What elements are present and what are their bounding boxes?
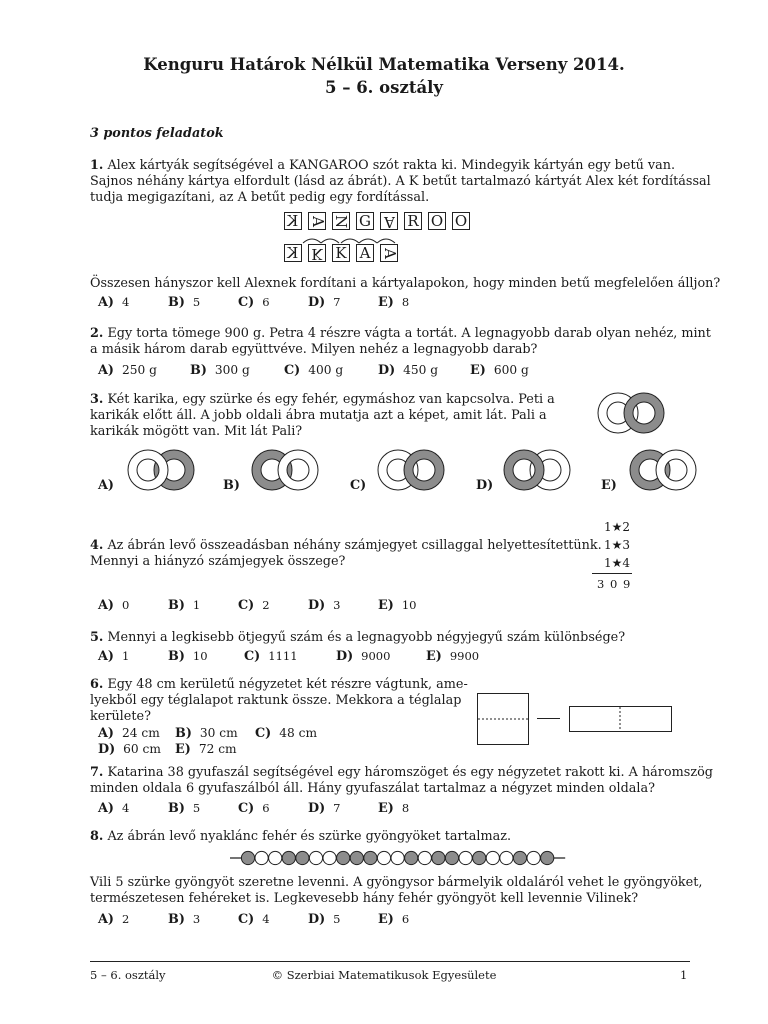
white-bead [269,851,282,864]
footer-left: 5 – 6. osztály [90,968,166,982]
text-line: karikák előtt áll. A jobb oldali ábra mutatja azt a képet, amit lát. Pali a [90,408,547,423]
text-line: Sajnos néhány kártya elfordult (lásd az ábrát). A K betűt tartalmazó kártyát Alex két fordítással [90,174,711,189]
addend: 1★3 [603,538,630,552]
text-line: Mennyi a hiányzó számjegyek összege? [90,554,346,569]
answer-b[interactable]: B) 30 cm [175,726,238,741]
answer-d[interactable]: D) 7 [308,801,341,816]
answer-e[interactable]: E) 72 cm [175,742,237,757]
gray-bead [473,851,486,864]
text-line: minden oldala 6 gyufaszálból áll. Hány gyufaszálat tartalmaz a négyzet minden oldala? [90,781,655,796]
letter-card: K [284,212,302,230]
problem-number: 8. [90,829,104,844]
text-line: Katarina 38 gyufaszál segítségével egy háromszöget és egy négyzetet rakott ki. A háromszög [107,765,713,780]
answer-e[interactable]: E) 600 g [470,363,529,378]
letter-card: O [452,212,470,230]
footer-center: © Szerbiai Matematikusok Egyesülete [271,968,497,982]
white-bead [459,851,472,864]
answer-a[interactable]: A) 0 [98,598,130,613]
answer-a[interactable]: A) 1 [98,649,130,664]
text-line: Alex kártyák segítségével a KANGAROO szót rakta ki. Mindegyik kártyán egy betű van. [107,158,676,173]
answer-b[interactable]: B) 3 [168,912,201,927]
answer-b[interactable]: B) 5 [168,801,201,816]
gray-bead [364,851,377,864]
answer-c[interactable]: C) 400 g [284,363,344,378]
text-line: kerülete? [90,709,151,724]
text-line: Az ábrán levő nyaklánc fehér és szürke gyöngyöket tartalmaz. [107,829,512,844]
white-bead [255,851,268,864]
problem-8-text-2 [90,875,702,907]
answer-d[interactable]: D) [476,478,494,493]
text-line: lyekből egy téglalapot raktunk össze. Mekkora a téglalap [90,693,462,708]
section-title: 3 pontos feladatok [90,126,224,141]
text-line: tudja megigazítani, az A betűt pedig egy fordítással. [90,190,430,205]
letter-card: K [308,244,326,262]
letter-card: A [308,212,326,230]
answer-a[interactable]: A) 4 [98,295,130,310]
answer-a[interactable]: A) 4 [98,801,130,816]
gray-bead [405,851,418,864]
answer-e[interactable]: E) 10 [378,598,417,613]
page-subtitle: 5 – 6. osztály [324,78,444,97]
letter-card: K [332,244,350,262]
problem-number: 1. [90,158,104,173]
answer-a[interactable]: A) [98,478,114,493]
answer-c[interactable]: C) 1111 [244,649,298,664]
white-bead [500,851,513,864]
text-line: karikák mögött van. Mit lát Pali? [90,424,303,439]
problem-number: 2. [90,326,104,341]
footer-page-number: 1 [680,968,688,982]
answer-e[interactable]: E) 8 [378,295,410,310]
letter-card: A [380,212,398,230]
letter-card: A [380,244,398,262]
text-line: természetesen fehéreket is. Legkevesebb hány fehér gyöngyöt kell levennie Vilinek? [90,891,639,906]
answer-d[interactable]: D) 3 [308,598,341,613]
page-title: Kenguru Határok Nélkül Matematika Verseny 2014. [143,55,625,74]
text-line: Két karika, egy szürke és egy fehér, egymáshoz van kapcsolva. Peti a [107,392,555,407]
white-bead [391,851,404,864]
letter-card: R [404,212,422,230]
text-line: a másik három darab együttvéve. Milyen nehéz a legnagyobb darab? [90,342,538,357]
answer-d[interactable]: D) 5 [308,912,341,927]
answer-b[interactable]: B) 300 g [190,363,250,378]
addend: 1★2 [603,520,630,534]
answer-a[interactable]: A) 24 cm [98,726,160,741]
answer-b[interactable]: B) 5 [168,295,201,310]
answer-a[interactable]: A) 2 [98,912,130,927]
answer-d[interactable]: D) 7 [308,295,341,310]
problem-1-question: Összesen hányszor kell Alexnek fordítani a kártyalapokon, hogy minden betű megfelelően álljon? [90,276,721,291]
answer-d[interactable]: D) 450 g [378,363,439,378]
answer-b[interactable]: B) [223,478,240,493]
gray-bead [337,851,350,864]
problem-number: 7. [90,765,104,780]
letter-card: K [284,244,302,262]
answer-c[interactable]: C) 2 [238,598,270,613]
gray-bead [241,851,254,864]
answer-d[interactable]: D) 60 cm [98,742,161,757]
text-line: Mennyi a legkisebb ötjegyű szám és a legnagyobb négyjegyű szám különbsége? [107,630,626,645]
letter-card: A [356,244,374,262]
answer-d[interactable]: D) 9000 [336,649,391,664]
addend: 1★4 [603,556,630,570]
white-bead [323,851,336,864]
problem-number: 6. [90,677,104,692]
gray-bead [513,851,526,864]
answer-e[interactable]: E) 6 [378,912,410,927]
text-line: Az ábrán levő összeadásban néhány számjegyet csillaggal helyettesítettünk. [107,538,602,553]
gray-bead [432,851,445,864]
answer-c[interactable]: C) 4 [238,912,270,927]
problem-number: 4. [90,538,104,553]
white-bead [486,851,499,864]
text-line: Egy torta tömege 900 g. Petra 4 részre vágta a tortát. A legnagyobb darab olyan nehéz, mint [107,326,711,341]
text-line: Vili 5 szürke gyöngyöt szeretne levenni. A gyöngysor bármelyik oldaláról vehet le gyöngyöket, [90,875,703,890]
answer-b[interactable]: B) 10 [168,649,208,664]
gray-bead [296,851,309,864]
letter-card: O [428,212,446,230]
answer-c[interactable]: C) [350,478,367,493]
answer-e[interactable]: E) [601,478,617,493]
letter-card: N [332,212,350,230]
white-bead [527,851,540,864]
white-bead [377,851,390,864]
gray-bead [282,851,295,864]
answer-b[interactable]: B) 1 [168,598,201,613]
answers-p8 [0,912,768,928]
answer-c[interactable]: C) 6 [238,801,270,816]
white-bead [309,851,322,864]
answer-e[interactable]: E) 8 [378,801,410,816]
letter-card: G [356,212,374,230]
answer-a[interactable]: A) 250 g [98,363,157,378]
gray-bead [541,851,554,864]
sum-value: 3 0 9 [597,577,632,591]
answer-c[interactable]: C) 48 cm [255,726,318,741]
white-bead [418,851,431,864]
footer-rule [90,961,690,962]
answer-e[interactable]: E) 9900 [426,649,480,664]
problem-number: 5. [90,630,104,645]
problem-number: 3. [90,392,104,407]
answer-c[interactable]: C) 6 [238,295,270,310]
gray-bead [445,851,458,864]
text-line: Egy 48 cm kerületű négyzetet két részre vágtunk, ame- [107,677,468,692]
gray-bead [350,851,363,864]
